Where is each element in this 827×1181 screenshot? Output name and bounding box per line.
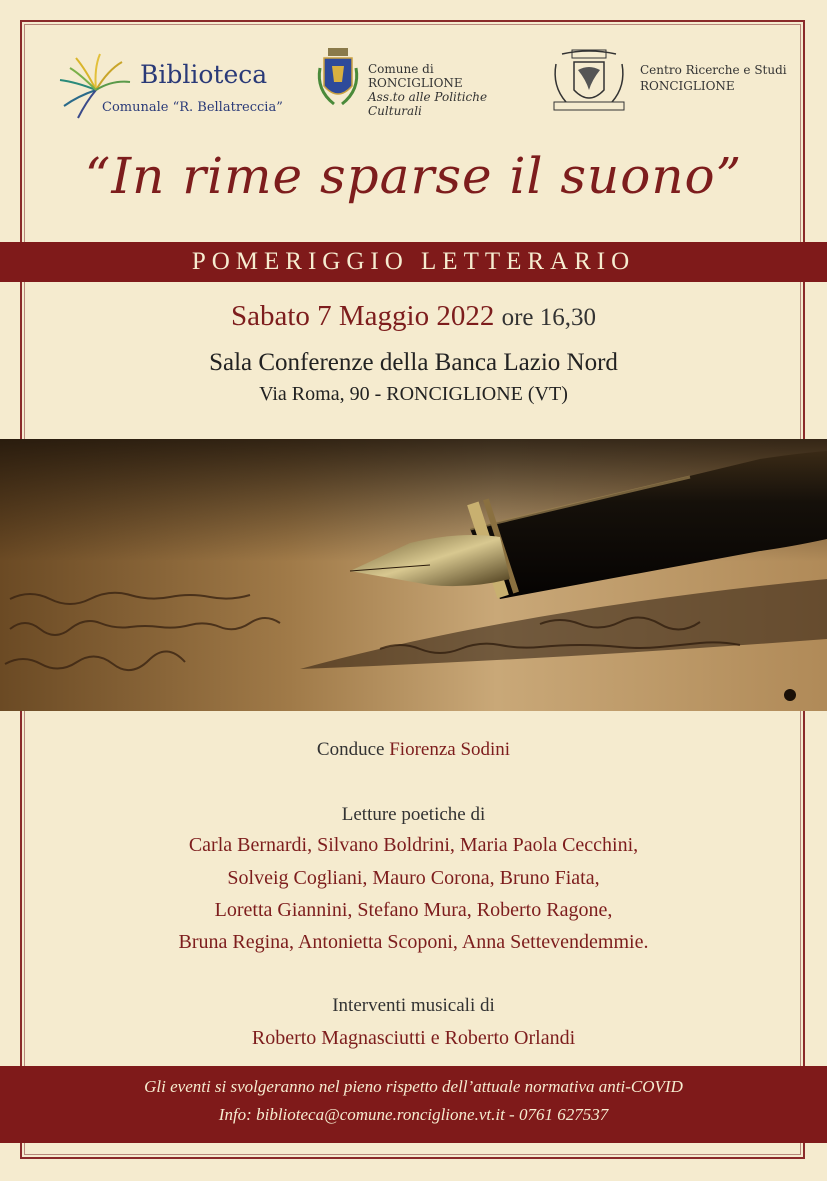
letture-line-3: Loretta Giannini, Stefano Mura, Roberto Ragone, <box>214 899 613 921</box>
footer-info: Info: biblioteca@comune.ronciglione.vt.it - 0761 627537 <box>218 1105 609 1124</box>
musica-heading: Interventi musicali di <box>332 995 495 1016</box>
comune-line2: RONCIGLIONE <box>368 76 463 90</box>
biblioteca-title: Biblioteca <box>140 60 268 89</box>
poster-title: “In rime sparse il suono” <box>84 147 743 205</box>
logo-row <box>0 44 827 124</box>
time-text: ore 16,30 <box>501 304 597 331</box>
centro-line2: RONCIGLIONE <box>640 79 735 93</box>
event-address: Via Roma, 90 - RONCIGLIONE (VT) <box>259 383 568 405</box>
comune-line3: Ass.to alle Politiche Culturali <box>368 90 488 118</box>
coat-of-arms-icon <box>314 46 362 116</box>
footer-covid-note: Gli eventi si svolgeranno nel pieno rispetto dell’attuale normativa anti-COVID <box>144 1077 683 1096</box>
date-text: Sabato 7 Maggio 2022 <box>230 300 495 332</box>
conduce-name: Fiorenza Sodini <box>389 739 511 760</box>
centro-line1: Centro Ricerche e Studi <box>640 63 787 77</box>
subtitle-band <box>0 242 827 282</box>
musica-names: Roberto Magnasciutti e Roberto Orlandi <box>251 1027 576 1049</box>
comune-line1: Comune di <box>368 62 434 76</box>
letture-line-2: Solveig Cogliani, Mauro Corona, Bruno Fiata, <box>227 867 600 889</box>
comune-logo <box>312 44 532 124</box>
conduce-label: Conduce <box>316 739 385 760</box>
crest-emblem-icon <box>548 46 630 116</box>
fountain-pen-photo <box>0 439 827 711</box>
biblioteca-logo <box>56 50 283 120</box>
subtitle-text: POMERIGGIO LETTERARIO <box>191 248 636 275</box>
event-venue: Sala Conferenze della Banca Lazio Nord <box>209 349 618 376</box>
event-date <box>0 300 827 333</box>
letture-heading: Letture poetiche di <box>341 804 486 825</box>
letture-line-1: Carla Bernardi, Silvano Boldrini, Maria Paola Cecchini, <box>188 834 639 856</box>
conduce-line <box>0 739 827 761</box>
letture-line-4: Bruna Regina, Antonietta Scoponi, Anna Settevendemmie. <box>178 931 649 953</box>
biblioteca-subtitle: Comunale “R. Bellatreccia” <box>102 100 283 115</box>
footer-band <box>0 1066 827 1143</box>
centro-ricerche-logo <box>548 44 788 124</box>
